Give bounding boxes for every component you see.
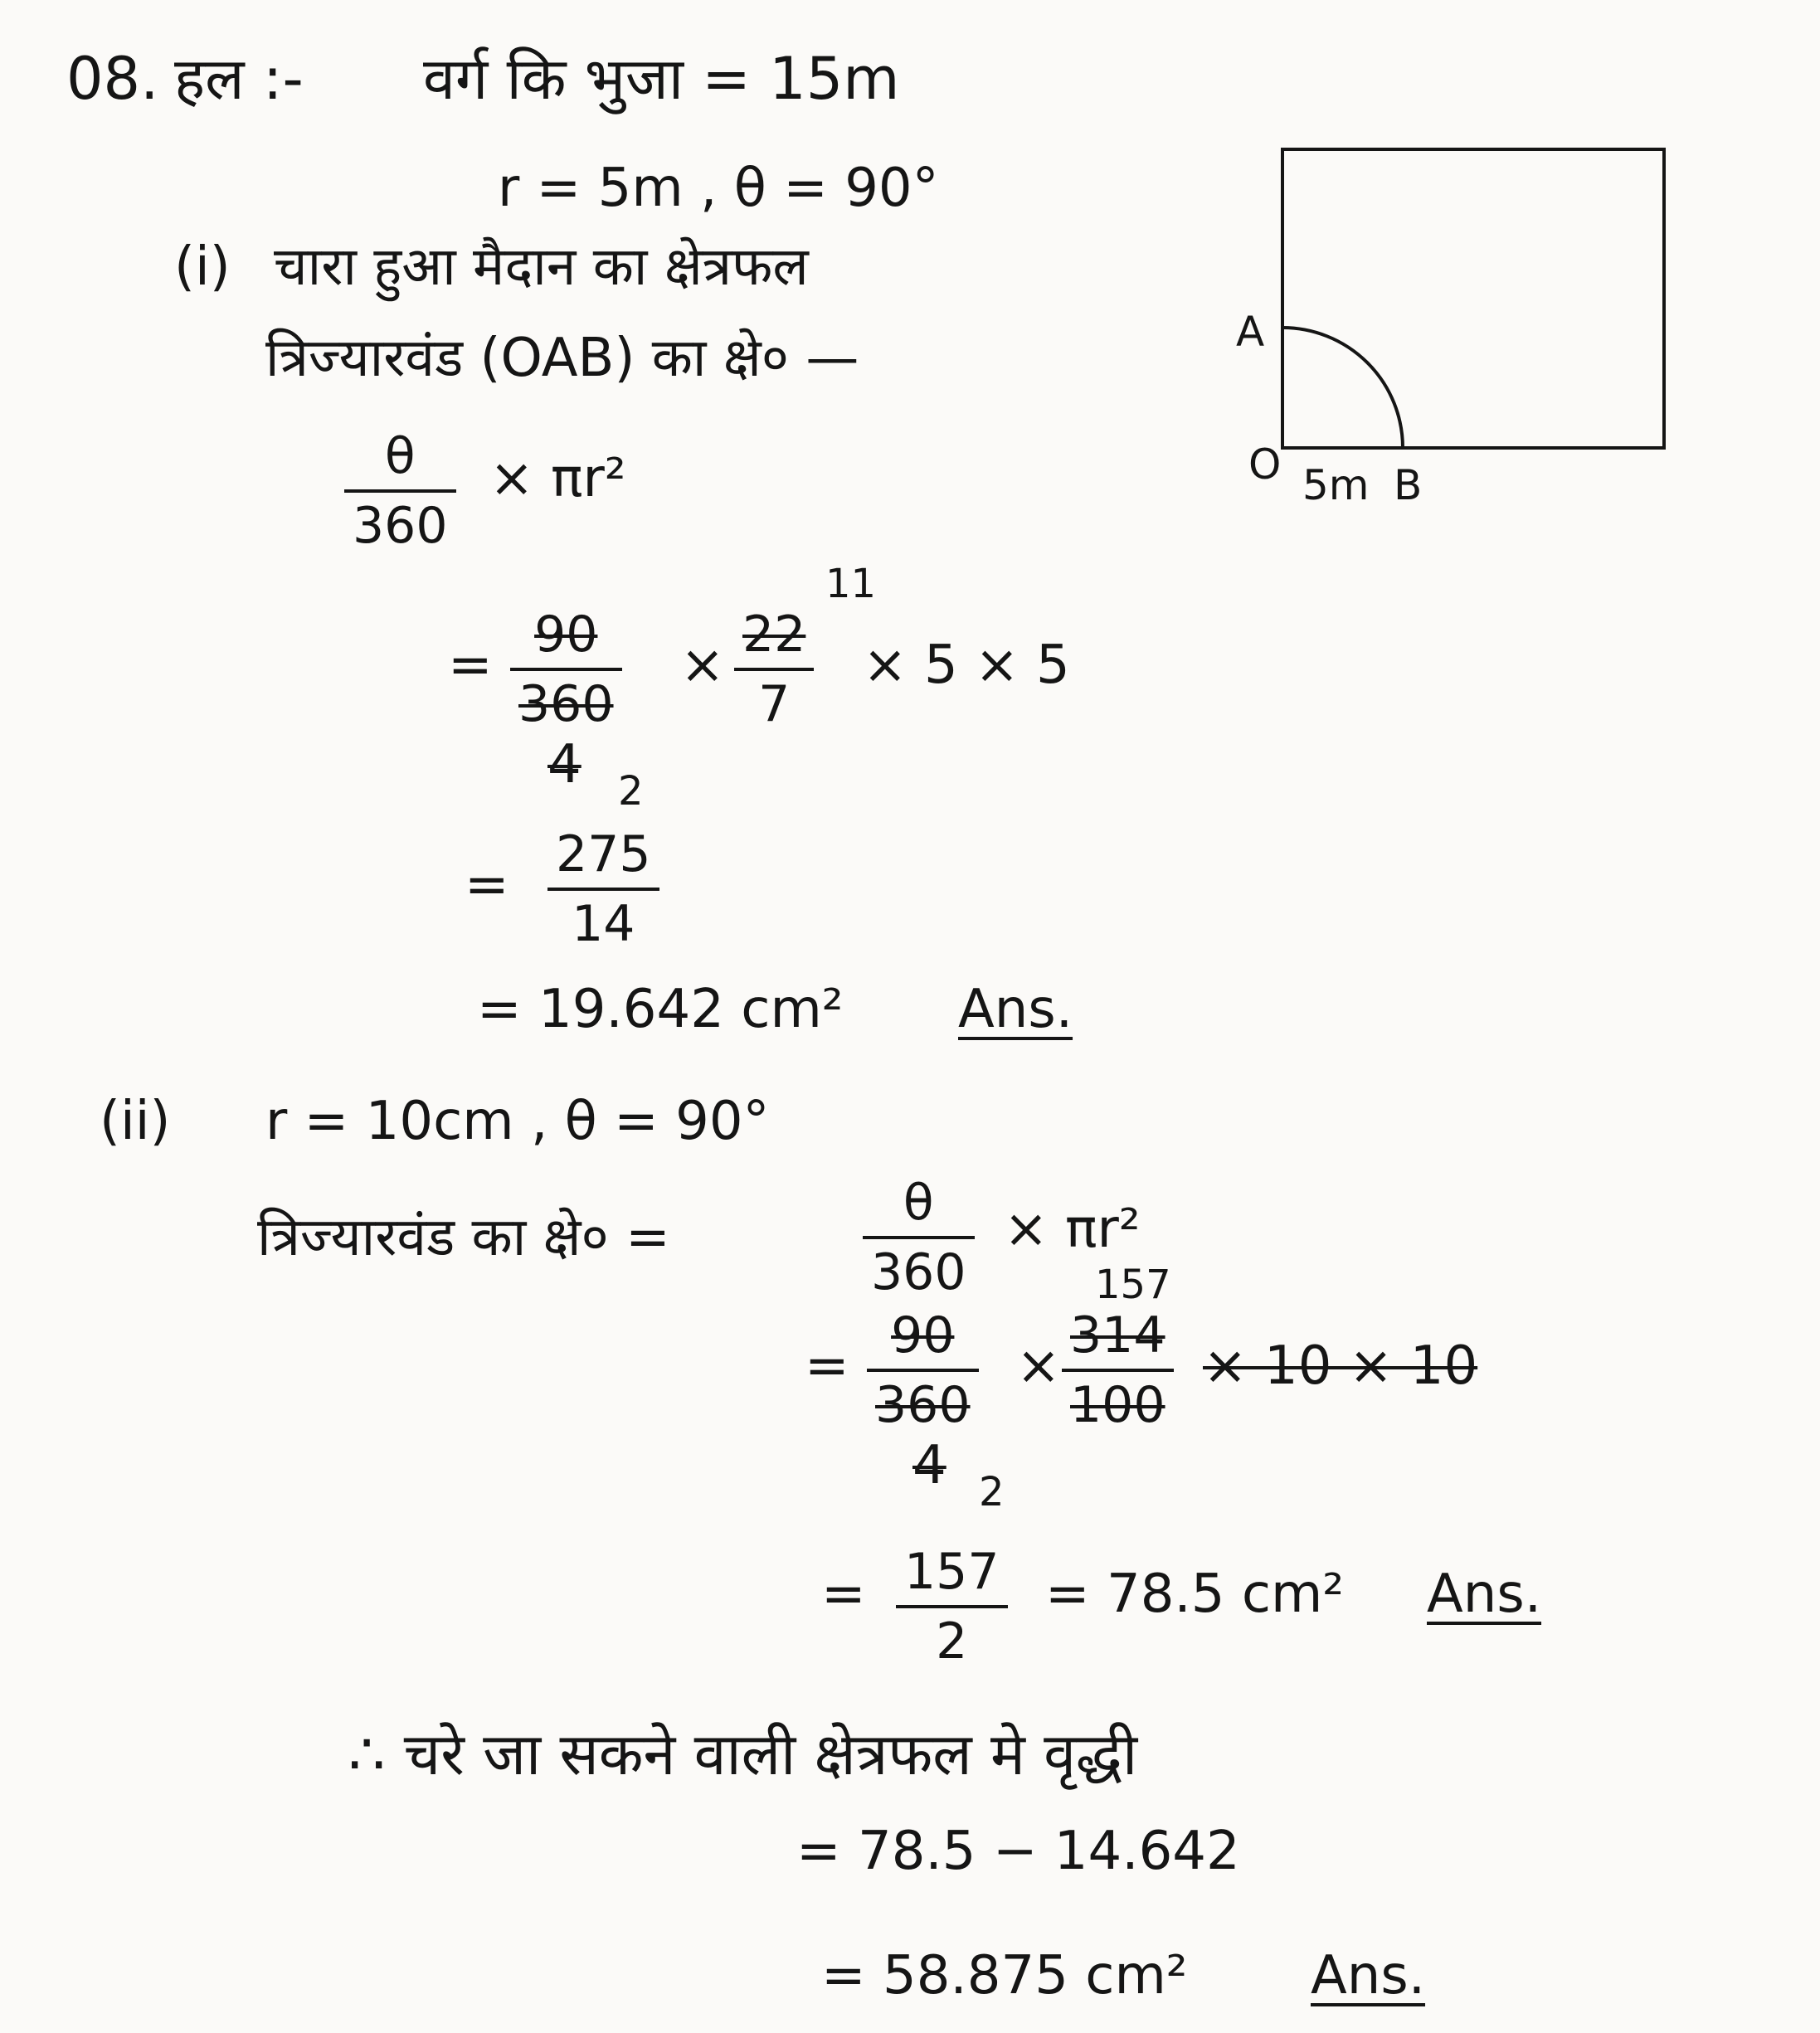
part1-step1-fraction2 (734, 606, 814, 733)
part2-step1-f1-num: 90 (891, 1306, 955, 1364)
part2-step1-f1-den: 360 (867, 1369, 979, 1430)
part2-step1-fraction1 (867, 1306, 979, 1434)
part2-label: (ii) (100, 1091, 171, 1152)
part1-result-ans: Ans. (958, 979, 1073, 1040)
part2-step2-ans: Ans. (1427, 1564, 1542, 1625)
part1-step2-eq: = (465, 854, 509, 916)
part1-heading: चारा हुआ मैदान का क्षेत्रफल (274, 236, 809, 298)
square-outline (1282, 149, 1664, 448)
sector-arc (1282, 328, 1403, 448)
square-field-diagram (1228, 124, 1692, 518)
part2-formula-rest: × πr² (1004, 1199, 1141, 1260)
part1-step1-times: × (680, 635, 725, 696)
part2-step1-f2-num: 314 (1070, 1306, 1165, 1364)
diagram-label-a: A (1236, 308, 1265, 356)
part1-step2-num: 275 (556, 825, 651, 883)
part2-cancel-bottom-b: 2 (979, 1469, 1005, 1515)
part2-step1-rest: × 10 × 10 (1203, 1335, 1478, 1397)
part1-step2-den: 14 (547, 888, 659, 949)
diagram-label-b: B (1394, 461, 1423, 509)
part1-formula-rest: × πr² (489, 448, 626, 509)
part1-formula-fraction (344, 427, 456, 555)
part2-step1-times: × (1016, 1335, 1061, 1397)
conclusion-result-value: = 58.875 cm² (821, 1945, 1188, 2006)
part1-step1-rest: × 5 × 5 (863, 635, 1070, 696)
part2-step2-eq: = (821, 1564, 866, 1625)
part2-formula-fraction (863, 1174, 975, 1301)
part1-cancel-top: 11 (825, 561, 877, 607)
part2-cancel-top: 157 (1095, 1262, 1171, 1308)
part1-label: (i) (174, 236, 231, 298)
part2-step2-den: 2 (896, 1605, 1008, 1666)
part2-step1-fraction2 (1062, 1306, 1174, 1434)
part2-given: r = 10cm , θ = 90° (265, 1091, 770, 1152)
part2-step2-result: = 78.5 cm² (1045, 1564, 1344, 1625)
part1-step1-fraction1 (510, 606, 622, 733)
diagram-label-side: 5m (1302, 461, 1370, 509)
part2-step1-f2-den: 100 (1062, 1369, 1174, 1430)
part2-step2-num: 157 (904, 1543, 1000, 1601)
part2-sector-label: त्रिज्यारवंड का क्षे० = (257, 1207, 670, 1268)
part1-result-value: = 19.642 cm² (477, 979, 844, 1040)
part1-formula-num: θ (384, 427, 416, 485)
square-with-sector (1228, 124, 1692, 514)
part1-step1-eq: = (448, 635, 493, 696)
given-square-side: वर्ग कि भुजा = 15m (423, 45, 900, 113)
conclusion-subtraction: = 78.5 − 14.642 (796, 1821, 1240, 1882)
part1-cancel-bottom-b: 2 (618, 768, 644, 815)
part2-cancel-bottom-a: 4 (912, 1435, 946, 1496)
given-radius-angle: r = 5m , θ = 90° (498, 158, 939, 219)
part2-step2-fraction (896, 1543, 1008, 1671)
part2-formula-num: θ (903, 1174, 934, 1232)
part1-step1-f1-num: 90 (534, 606, 598, 664)
part1-formula-den: 360 (344, 489, 456, 551)
part1-step1-f2-den: 7 (734, 668, 814, 729)
conclusion-heading: ∴ चरे जा सकने वाली क्षेत्रफल मे वृद्धी (348, 1720, 1138, 1788)
conclusion-result-ans: Ans. (1311, 1945, 1426, 2006)
part1-cancel-bottom-a: 4 (547, 734, 582, 795)
part1-sector-label: त्रिज्यारवंड (OAB) का क्षे० — (265, 328, 859, 389)
part2-formula-den: 360 (863, 1236, 975, 1297)
part1-step1-f2-num: 22 (742, 606, 806, 664)
part2-step1-eq: = (805, 1335, 849, 1397)
diagram-label-o: O (1248, 440, 1282, 489)
solution-label: हल :- (174, 45, 304, 113)
part1-step1-f1-den: 360 (510, 668, 622, 729)
question-number: 08. (66, 45, 159, 113)
part1-step2-fraction (547, 825, 659, 953)
